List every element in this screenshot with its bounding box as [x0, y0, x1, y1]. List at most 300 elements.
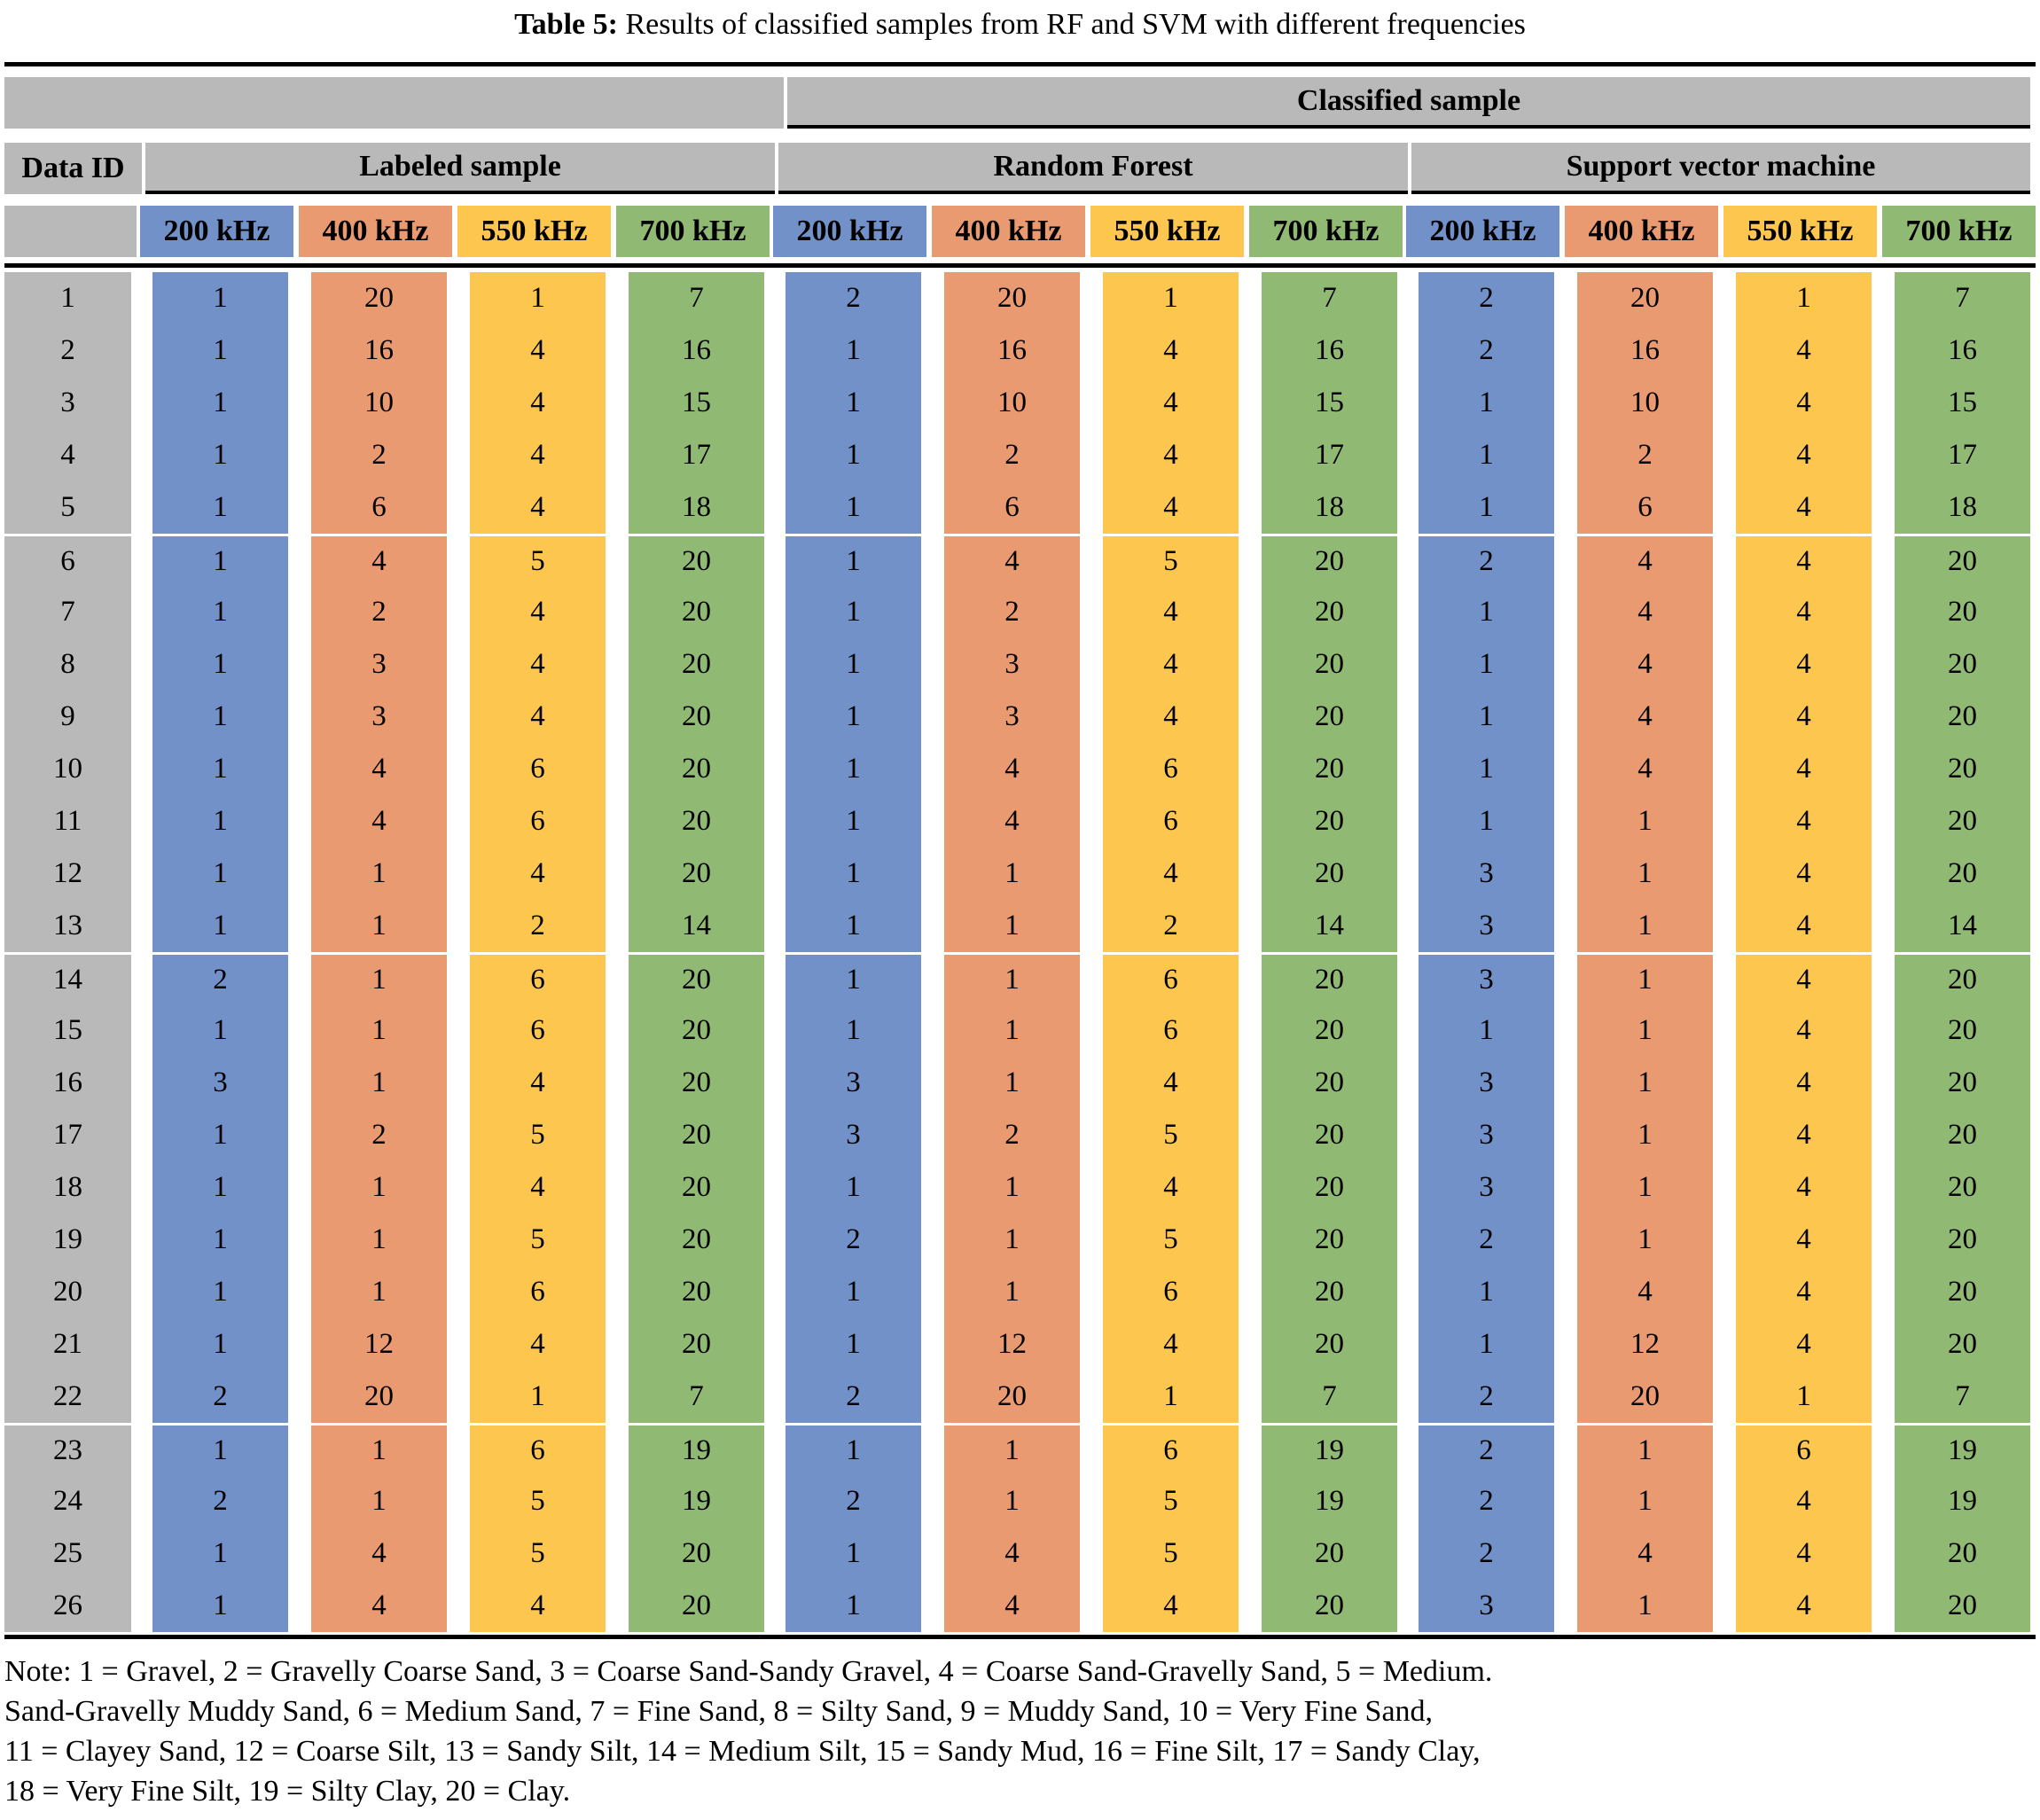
labeled-200-khz-cell: 1	[152, 377, 288, 429]
labeled-700-khz-cell: 19	[629, 1423, 764, 1475]
svm-550-khz-cell: 4	[1736, 377, 1872, 429]
labeled-200-khz-cell: 1	[152, 848, 288, 900]
labeled-700-khz-cell: 15	[629, 377, 764, 429]
svm-550-khz-cell: 4	[1736, 795, 1872, 848]
svm-group	[1419, 1423, 2030, 1475]
rf-700-khz-cell: 20	[1262, 1161, 1397, 1214]
labeled-200-khz-cell: 1	[152, 272, 288, 324]
row-id-cell: 25	[4, 1527, 131, 1580]
rf-550-khz-cell: 6	[1103, 743, 1239, 795]
svm-550-khz-cell: 4	[1736, 1580, 1872, 1632]
row-id-cell: 11	[4, 795, 131, 848]
row-id-cell: 16	[4, 1057, 131, 1109]
table-row	[4, 586, 2036, 638]
rf-700-khz-cell: 14	[1262, 900, 1397, 952]
svm-group	[1419, 272, 2030, 324]
rf-700-khz-cell: 20	[1262, 1109, 1397, 1161]
table-row	[4, 1527, 2036, 1580]
rf-400-khz-cell: 4	[944, 1580, 1080, 1632]
svm-550-khz-cell: 4	[1736, 952, 1872, 1004]
rf-200-khz-cell: 1	[786, 534, 921, 586]
svm-group	[1419, 1214, 2030, 1266]
frequency-header-400-khz: 400 kHz	[1565, 206, 1718, 257]
row-id-cell: 23	[4, 1423, 131, 1475]
table-row	[4, 377, 2036, 429]
svm-group	[1419, 1371, 2030, 1423]
svm-400-khz-cell: 1	[1577, 1475, 1713, 1527]
labeled-group	[152, 848, 764, 900]
rf-700-khz-cell: 20	[1262, 1214, 1397, 1266]
labeled-400-khz-cell: 3	[311, 691, 447, 743]
rf-group	[786, 1580, 1397, 1632]
svm-200-khz-cell: 2	[1419, 324, 1554, 377]
rf-550-khz-cell: 1	[1103, 272, 1239, 324]
labeled-200-khz-cell: 1	[152, 795, 288, 848]
svm-200-khz-cell: 2	[1419, 1371, 1554, 1423]
labeled-400-khz-cell: 2	[311, 429, 447, 481]
labeled-200-khz-cell: 1	[152, 1423, 288, 1475]
rf-700-khz-cell: 16	[1262, 324, 1397, 377]
svm-400-khz-cell: 10	[1577, 377, 1713, 429]
rf-400-khz-cell: 2	[944, 429, 1080, 481]
frequency-header-200-khz: 200 kHz	[1406, 206, 1559, 257]
labeled-400-khz-cell: 4	[311, 1527, 447, 1580]
svm-200-khz-cell: 1	[1419, 638, 1554, 691]
labeled-400-khz-cell: 1	[311, 848, 447, 900]
labeled-400-khz-cell: 2	[311, 1109, 447, 1161]
labeled-group	[152, 1057, 764, 1109]
labeled-group	[152, 795, 764, 848]
labeled-group	[152, 586, 764, 638]
labeled-group	[152, 1214, 764, 1266]
labeled-550-khz-cell: 4	[470, 1580, 606, 1632]
svm-200-khz-cell: 2	[1419, 1527, 1554, 1580]
row-id-cell: 10	[4, 743, 131, 795]
labeled-400-khz-cell: 1	[311, 1057, 447, 1109]
table-row	[4, 1475, 2036, 1527]
row-id-cell: 2	[4, 324, 131, 377]
rf-550-khz-cell: 4	[1103, 848, 1239, 900]
labeled-group	[152, 952, 764, 1004]
svm-400-khz-cell: 1	[1577, 1109, 1713, 1161]
table-row	[4, 1214, 2036, 1266]
labeled-550-khz-cell: 2	[470, 900, 606, 952]
rf-400-khz-cell: 4	[944, 1527, 1080, 1580]
labeled-400-khz-cell: 4	[311, 534, 447, 586]
table-row	[4, 1109, 2036, 1161]
svm-group	[1419, 586, 2030, 638]
labeled-550-khz-cell: 4	[470, 481, 606, 534]
labeled-700-khz-cell: 20	[629, 1057, 764, 1109]
labeled-700-khz-cell: 20	[629, 1004, 764, 1057]
svm-400-khz-cell: 4	[1577, 638, 1713, 691]
labeled-700-khz-cell: 20	[629, 1580, 764, 1632]
rf-200-khz-cell: 2	[786, 1475, 921, 1527]
table-row	[4, 900, 2036, 952]
svm-400-khz-cell: 20	[1577, 1371, 1713, 1423]
rf-700-khz-cell: 20	[1262, 1318, 1397, 1371]
note-line: 18 = Very Fine Silt, 19 = Silty Clay, 20 = Clay.	[4, 1775, 571, 1808]
svm-200-khz-cell: 3	[1419, 1109, 1554, 1161]
labeled-group	[152, 1371, 764, 1423]
labeled-400-khz-cell: 12	[311, 1318, 447, 1371]
svm-200-khz-cell: 1	[1419, 743, 1554, 795]
labeled-400-khz-cell: 20	[311, 272, 447, 324]
labeled-400-khz-cell: 1	[311, 1475, 447, 1527]
rf-400-khz-cell: 2	[944, 586, 1080, 638]
svm-700-khz-cell: 20	[1895, 952, 2030, 1004]
table-row	[4, 743, 2036, 795]
rf-200-khz-cell: 1	[786, 429, 921, 481]
rf-group	[786, 481, 1397, 534]
svm-group	[1419, 429, 2030, 481]
svm-200-khz-cell: 1	[1419, 795, 1554, 848]
svm-group	[1419, 795, 2030, 848]
svm-group	[1419, 324, 2030, 377]
labeled-group	[152, 1318, 764, 1371]
rf-200-khz-cell: 1	[786, 795, 921, 848]
labeled-700-khz-cell: 14	[629, 900, 764, 952]
svm-400-khz-cell: 12	[1577, 1318, 1713, 1371]
svm-700-khz-cell: 20	[1895, 1318, 2030, 1371]
svm-group	[1419, 377, 2030, 429]
rf-200-khz-cell: 1	[786, 586, 921, 638]
rf-400-khz-cell: 1	[944, 1004, 1080, 1057]
labeled-400-khz-cell: 4	[311, 743, 447, 795]
labeled-200-khz-cell: 1	[152, 900, 288, 952]
labeled-group	[152, 743, 764, 795]
svm-700-khz-cell: 20	[1895, 1109, 2030, 1161]
svm-550-khz-cell: 4	[1736, 638, 1872, 691]
row-id-cell: 21	[4, 1318, 131, 1371]
svm-group	[1419, 1266, 2030, 1318]
labeled-200-khz-cell: 1	[152, 1527, 288, 1580]
svm-700-khz-cell: 20	[1895, 534, 2030, 586]
rf-group	[786, 272, 1397, 324]
rf-550-khz-cell: 4	[1103, 1318, 1239, 1371]
rf-group	[786, 534, 1397, 586]
svm-400-khz-cell: 2	[1577, 429, 1713, 481]
table-row	[4, 1161, 2036, 1214]
svm-group	[1419, 1057, 2030, 1109]
rf-550-khz-cell: 4	[1103, 1580, 1239, 1632]
labeled-400-khz-cell: 1	[311, 1214, 447, 1266]
table-row	[4, 1004, 2036, 1057]
labeled-700-khz-cell: 20	[629, 1214, 764, 1266]
labeled-550-khz-cell: 6	[470, 743, 606, 795]
rf-200-khz-cell: 1	[786, 848, 921, 900]
labeled-550-khz-cell: 4	[470, 1161, 606, 1214]
labeled-200-khz-cell: 1	[152, 481, 288, 534]
labeled-group	[152, 1527, 764, 1580]
rf-200-khz-cell: 1	[786, 1527, 921, 1580]
rf-group	[786, 795, 1397, 848]
svm-group	[1419, 743, 2030, 795]
svm-200-khz-cell: 1	[1419, 691, 1554, 743]
table-row	[4, 534, 2036, 586]
rf-group	[786, 324, 1397, 377]
svm-700-khz-cell: 20	[1895, 743, 2030, 795]
labeled-200-khz-cell: 1	[152, 429, 288, 481]
svm-700-khz-cell: 20	[1895, 1161, 2030, 1214]
table-row	[4, 952, 2036, 1004]
labeled-550-khz-cell: 6	[470, 1004, 606, 1057]
note-line: Sand-Gravelly Muddy Sand, 6 = Medium Sand, 7 = Fine Sand, 8 = Silty Sand, 9 = Muddy Sand, 10 = Very Fine Sand,	[4, 1695, 1434, 1728]
classified-sample-band	[4, 77, 2036, 129]
rf-200-khz-cell: 1	[786, 1318, 921, 1371]
labeled-400-khz-cell: 1	[311, 1423, 447, 1475]
labeled-200-khz-cell: 1	[152, 1580, 288, 1632]
rf-group	[786, 1527, 1397, 1580]
data-id-header: Data ID	[4, 143, 142, 194]
frequency-group-svm	[1406, 206, 2036, 257]
labeled-550-khz-cell: 6	[470, 1423, 606, 1475]
random-forest-header: Random Forest	[778, 143, 1408, 194]
svm-200-khz-cell: 3	[1419, 1580, 1554, 1632]
rf-700-khz-cell: 20	[1262, 534, 1397, 586]
labeled-550-khz-cell: 5	[470, 1527, 606, 1580]
svm-400-khz-cell: 16	[1577, 324, 1713, 377]
row-id-cell: 6	[4, 534, 131, 586]
rf-200-khz-cell: 2	[786, 1371, 921, 1423]
header-spacer	[4, 77, 784, 129]
rf-group	[786, 1266, 1397, 1318]
rf-700-khz-cell: 20	[1262, 1527, 1397, 1580]
top-rule	[4, 62, 2036, 66]
frequency-header-550-khz: 550 kHz	[1723, 206, 1877, 257]
rf-200-khz-cell: 1	[786, 1423, 921, 1475]
svm-group	[1419, 1527, 2030, 1580]
rf-550-khz-cell: 4	[1103, 324, 1239, 377]
rf-400-khz-cell: 1	[944, 1475, 1080, 1527]
labeled-group	[152, 272, 764, 324]
rf-group	[786, 1475, 1397, 1527]
svm-200-khz-cell: 1	[1419, 481, 1554, 534]
rf-200-khz-cell: 3	[786, 1057, 921, 1109]
row-id-cell: 13	[4, 900, 131, 952]
rf-200-khz-cell: 1	[786, 952, 921, 1004]
svm-group	[1419, 1109, 2030, 1161]
svm-200-khz-cell: 2	[1419, 534, 1554, 586]
rf-group	[786, 743, 1397, 795]
rf-400-khz-cell: 4	[944, 795, 1080, 848]
rf-200-khz-cell: 1	[786, 324, 921, 377]
labeled-700-khz-cell: 20	[629, 586, 764, 638]
labeled-400-khz-cell: 3	[311, 638, 447, 691]
labeled-700-khz-cell: 20	[629, 1266, 764, 1318]
rf-group	[786, 1109, 1397, 1161]
table-row	[4, 272, 2036, 324]
rf-400-khz-cell: 4	[944, 743, 1080, 795]
rf-group	[786, 1214, 1397, 1266]
labeled-group	[152, 1109, 764, 1161]
rf-group	[786, 1423, 1397, 1475]
svm-700-khz-cell: 20	[1895, 1214, 2030, 1266]
row-id-cell: 26	[4, 1580, 131, 1632]
rf-group	[786, 691, 1397, 743]
labeled-550-khz-cell: 6	[470, 795, 606, 848]
rf-700-khz-cell: 19	[1262, 1423, 1397, 1475]
rf-group	[786, 900, 1397, 952]
labeled-group	[152, 429, 764, 481]
labeled-400-khz-cell: 4	[311, 795, 447, 848]
svm-200-khz-cell: 1	[1419, 1318, 1554, 1371]
svm-200-khz-cell: 2	[1419, 1475, 1554, 1527]
rf-400-khz-cell: 16	[944, 324, 1080, 377]
labeled-200-khz-cell: 2	[152, 952, 288, 1004]
svm-550-khz-cell: 4	[1736, 1318, 1872, 1371]
svm-group	[1419, 1475, 2030, 1527]
labeled-700-khz-cell: 18	[629, 481, 764, 534]
svm-200-khz-cell: 2	[1419, 1423, 1554, 1475]
svm-group	[1419, 534, 2030, 586]
labeled-group	[152, 1266, 764, 1318]
rf-400-khz-cell: 1	[944, 848, 1080, 900]
row-id-cell: 18	[4, 1161, 131, 1214]
svm-400-khz-cell: 6	[1577, 481, 1713, 534]
table-caption	[4, 7, 2036, 43]
frequency-header-200-khz: 200 kHz	[773, 206, 926, 257]
frequency-header-spacer	[4, 206, 137, 257]
labeled-550-khz-cell: 4	[470, 1057, 606, 1109]
labeled-550-khz-cell: 1	[470, 272, 606, 324]
labeled-400-khz-cell: 1	[311, 1004, 447, 1057]
rf-200-khz-cell: 1	[786, 377, 921, 429]
labeled-400-khz-cell: 2	[311, 586, 447, 638]
rf-400-khz-cell: 1	[944, 952, 1080, 1004]
rf-400-khz-cell: 1	[944, 1161, 1080, 1214]
svm-700-khz-cell: 20	[1895, 1004, 2030, 1057]
labeled-700-khz-cell: 20	[629, 1318, 764, 1371]
table-caption-text: Results of classified samples from RF and SVM with different frequencies	[617, 8, 1526, 41]
svm-550-khz-cell: 4	[1736, 534, 1872, 586]
rf-group	[786, 1057, 1397, 1109]
svm-550-khz-cell: 4	[1736, 586, 1872, 638]
rf-700-khz-cell: 20	[1262, 743, 1397, 795]
rf-group	[786, 586, 1397, 638]
rf-200-khz-cell: 1	[786, 691, 921, 743]
frequency-header-700-khz: 700 kHz	[616, 206, 770, 257]
rf-400-khz-cell: 4	[944, 534, 1080, 586]
rf-400-khz-cell: 6	[944, 481, 1080, 534]
labeled-700-khz-cell: 20	[629, 691, 764, 743]
svm-550-khz-cell: 4	[1736, 324, 1872, 377]
rf-200-khz-cell: 3	[786, 1109, 921, 1161]
rf-550-khz-cell: 6	[1103, 952, 1239, 1004]
labeled-700-khz-cell: 20	[629, 1161, 764, 1214]
table-row	[4, 481, 2036, 534]
rf-550-khz-cell: 5	[1103, 1475, 1239, 1527]
note	[4, 1652, 2036, 1811]
labeled-200-khz-cell: 1	[152, 638, 288, 691]
labeled-700-khz-cell: 20	[629, 534, 764, 586]
labeled-200-khz-cell: 1	[152, 534, 288, 586]
rf-400-khz-cell: 10	[944, 377, 1080, 429]
svm-700-khz-cell: 15	[1895, 377, 2030, 429]
frequency-header-700-khz: 700 kHz	[1249, 206, 1403, 257]
rf-550-khz-cell: 4	[1103, 638, 1239, 691]
labeled-700-khz-cell: 20	[629, 1527, 764, 1580]
frequency-header-700-khz: 700 kHz	[1882, 206, 2036, 257]
rf-200-khz-cell: 1	[786, 1266, 921, 1318]
frequency-header-550-khz: 550 kHz	[1090, 206, 1244, 257]
rf-400-khz-cell: 20	[944, 1371, 1080, 1423]
rf-700-khz-cell: 15	[1262, 377, 1397, 429]
row-id-cell: 19	[4, 1214, 131, 1266]
labeled-700-khz-cell: 16	[629, 324, 764, 377]
svm-550-khz-cell: 4	[1736, 429, 1872, 481]
frequency-header-550-khz: 550 kHz	[457, 206, 611, 257]
svm-550-khz-cell: 4	[1736, 1161, 1872, 1214]
table-row	[4, 324, 2036, 377]
labeled-700-khz-cell: 7	[629, 272, 764, 324]
svm-550-khz-cell: 4	[1736, 1004, 1872, 1057]
row-id-cell: 8	[4, 638, 131, 691]
svm-700-khz-cell: 19	[1895, 1475, 2030, 1527]
svm-550-khz-cell: 6	[1736, 1423, 1872, 1475]
rf-group	[786, 848, 1397, 900]
svm-400-khz-cell: 4	[1577, 743, 1713, 795]
svm-700-khz-cell: 7	[1895, 272, 2030, 324]
labeled-700-khz-cell: 20	[629, 638, 764, 691]
svm-400-khz-cell: 1	[1577, 1580, 1713, 1632]
row-id-cell: 1	[4, 272, 131, 324]
rf-400-khz-cell: 12	[944, 1318, 1080, 1371]
table-row	[4, 795, 2036, 848]
labeled-200-khz-cell: 3	[152, 1057, 288, 1109]
svm-200-khz-cell: 2	[1419, 1214, 1554, 1266]
labeled-group	[152, 1475, 764, 1527]
rf-700-khz-cell: 20	[1262, 1266, 1397, 1318]
labeled-400-khz-cell: 1	[311, 1161, 447, 1214]
rf-700-khz-cell: 20	[1262, 586, 1397, 638]
rf-group	[786, 1371, 1397, 1423]
header-rule	[4, 263, 2036, 268]
svm-550-khz-cell: 4	[1736, 1109, 1872, 1161]
svm-550-khz-cell: 4	[1736, 1527, 1872, 1580]
rf-550-khz-cell: 4	[1103, 377, 1239, 429]
rf-200-khz-cell: 1	[786, 900, 921, 952]
svm-700-khz-cell: 16	[1895, 324, 2030, 377]
svm-400-khz-cell: 1	[1577, 1004, 1713, 1057]
svm-400-khz-cell: 1	[1577, 1214, 1713, 1266]
labeled-200-khz-cell: 1	[152, 1318, 288, 1371]
svm-group	[1419, 952, 2030, 1004]
svm-400-khz-cell: 20	[1577, 272, 1713, 324]
svm-550-khz-cell: 4	[1736, 691, 1872, 743]
row-id-cell: 5	[4, 481, 131, 534]
frequency-group-rf	[773, 206, 1403, 257]
svm-200-khz-cell: 3	[1419, 848, 1554, 900]
row-id-cell: 24	[4, 1475, 131, 1527]
svm-400-khz-cell: 1	[1577, 1423, 1713, 1475]
labeled-550-khz-cell: 6	[470, 952, 606, 1004]
svm-200-khz-cell: 3	[1419, 1161, 1554, 1214]
labeled-700-khz-cell: 20	[629, 1109, 764, 1161]
svm-header: Support vector machine	[1411, 143, 2030, 194]
rf-550-khz-cell: 4	[1103, 691, 1239, 743]
labeled-550-khz-cell: 5	[470, 1109, 606, 1161]
rf-550-khz-cell: 4	[1103, 1161, 1239, 1214]
rf-700-khz-cell: 20	[1262, 691, 1397, 743]
rf-400-khz-cell: 1	[944, 1423, 1080, 1475]
rf-700-khz-cell: 19	[1262, 1475, 1397, 1527]
rf-550-khz-cell: 5	[1103, 1527, 1239, 1580]
svm-700-khz-cell: 20	[1895, 586, 2030, 638]
svm-200-khz-cell: 3	[1419, 1057, 1554, 1109]
svm-550-khz-cell: 4	[1736, 900, 1872, 952]
rf-700-khz-cell: 20	[1262, 1057, 1397, 1109]
